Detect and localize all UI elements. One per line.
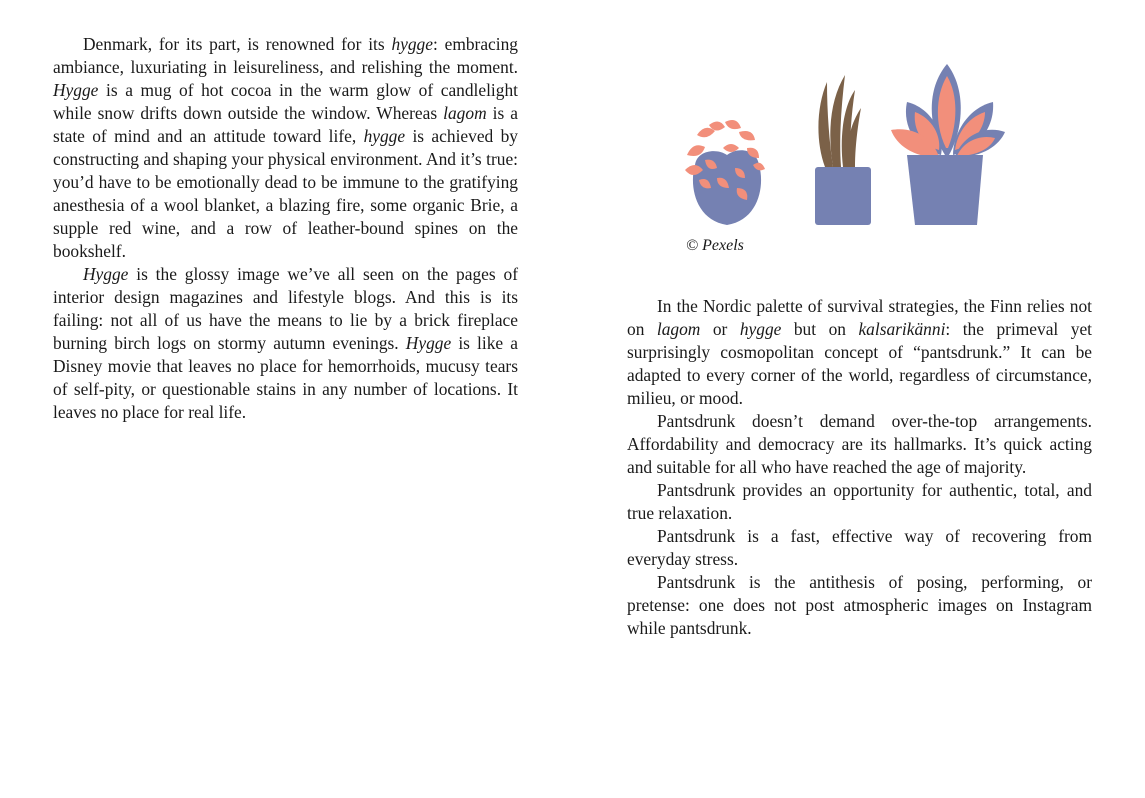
paragraph-relaxation: Pantsdrunk provides an opportunity for authentic, total, and true relaxation. (627, 480, 1092, 523)
paragraph-stress: Pantsdrunk is a fast, effective way of recovering from everyday stress. (627, 526, 1092, 569)
text-run: Denmark, for its part, is renowned for its (83, 34, 392, 54)
square-pot-plant (815, 75, 871, 225)
trapezoid-pot-plant (891, 64, 1005, 225)
right-text-column (627, 295, 1092, 640)
italic-term: lagom (656, 319, 701, 339)
round-pot-plant (685, 120, 765, 225)
text-run: is a mug of hot cocoa in the warm glow of candlelight while snow drifts down outside the window. Whereas (53, 80, 518, 123)
text-run: is the glossy image we’ve all seen on the pages of interior design magazines and lifestyle blogs. And this is its failing: not all of us have the means to lie by a brick fireplace burning birch logs on stormy autumn evenings. (53, 264, 518, 353)
italic-term: Hygge (405, 333, 452, 353)
text-run: : the primeval yet surprisingly cosmopolitan concept of “pantsdrunk.” It can be adapted to every corner of the world, regardless of circumstance, milieu, or mood. (627, 319, 1092, 408)
italic-term: hygge (739, 319, 782, 339)
image-credit: © Pexels (686, 237, 744, 254)
paragraph-hygge-failing (53, 263, 518, 424)
text-run: or (700, 319, 740, 339)
italic-term: kalsarikänni (858, 319, 946, 339)
text-run: is achieved by constructing and shaping your physical environment. And it’s true: you’d have to be emotionally dead to be immune to the gratifying anesthesia of a wool blanket, a blazing fire, some organic Brie, a supple red wine, and a row of leather-bound spines on the bookshelf. (53, 126, 518, 261)
text-run: but on (781, 319, 859, 339)
trapezoid-pot (907, 155, 983, 225)
left-page (0, 0, 572, 798)
italic-term: lagom (443, 103, 487, 123)
italic-term: hygge (363, 126, 406, 146)
left-text-column (53, 33, 518, 424)
text-run: : embracing ambiance, luxuriating in leisureliness, and relishing the moment. (53, 34, 518, 77)
text-run: is like a Disney movie that leaves no place for hemorrhoids, mucusy tears of self-pity, or questionable stains in any number of locations. It leaves no place for real life. (53, 333, 518, 422)
broad-leaves (891, 64, 1005, 157)
italic-term: Hygge (53, 80, 99, 100)
paragraph-affordability: Pantsdrunk doesn’t demand over-the-top arrangements. Affordability and democracy are its hallmarks. It’s quick acting and suitable for all who have reached the age of majority. (627, 411, 1092, 477)
italic-term: Hygge (83, 264, 129, 284)
square-pot (815, 167, 871, 225)
tall-blades (818, 75, 861, 167)
paragraph-antithesis: Pantsdrunk is the antithesis of posing, performing, or pretense: one does not post atmospheric images on Instagram while pantsdrunk. (627, 572, 1092, 638)
right-page (572, 0, 1145, 798)
italic-term: hygge (391, 34, 433, 54)
potted-plants-illustration (677, 60, 1047, 235)
paragraph-hygge-intro (53, 33, 518, 263)
text-run: In the Nordic palette of survival strategies, the Finn relies not on (627, 296, 1092, 339)
paragraph-pantsdrunk-intro (627, 295, 1092, 410)
text-run: is a state of mind and an attitude toward life, (53, 103, 519, 146)
